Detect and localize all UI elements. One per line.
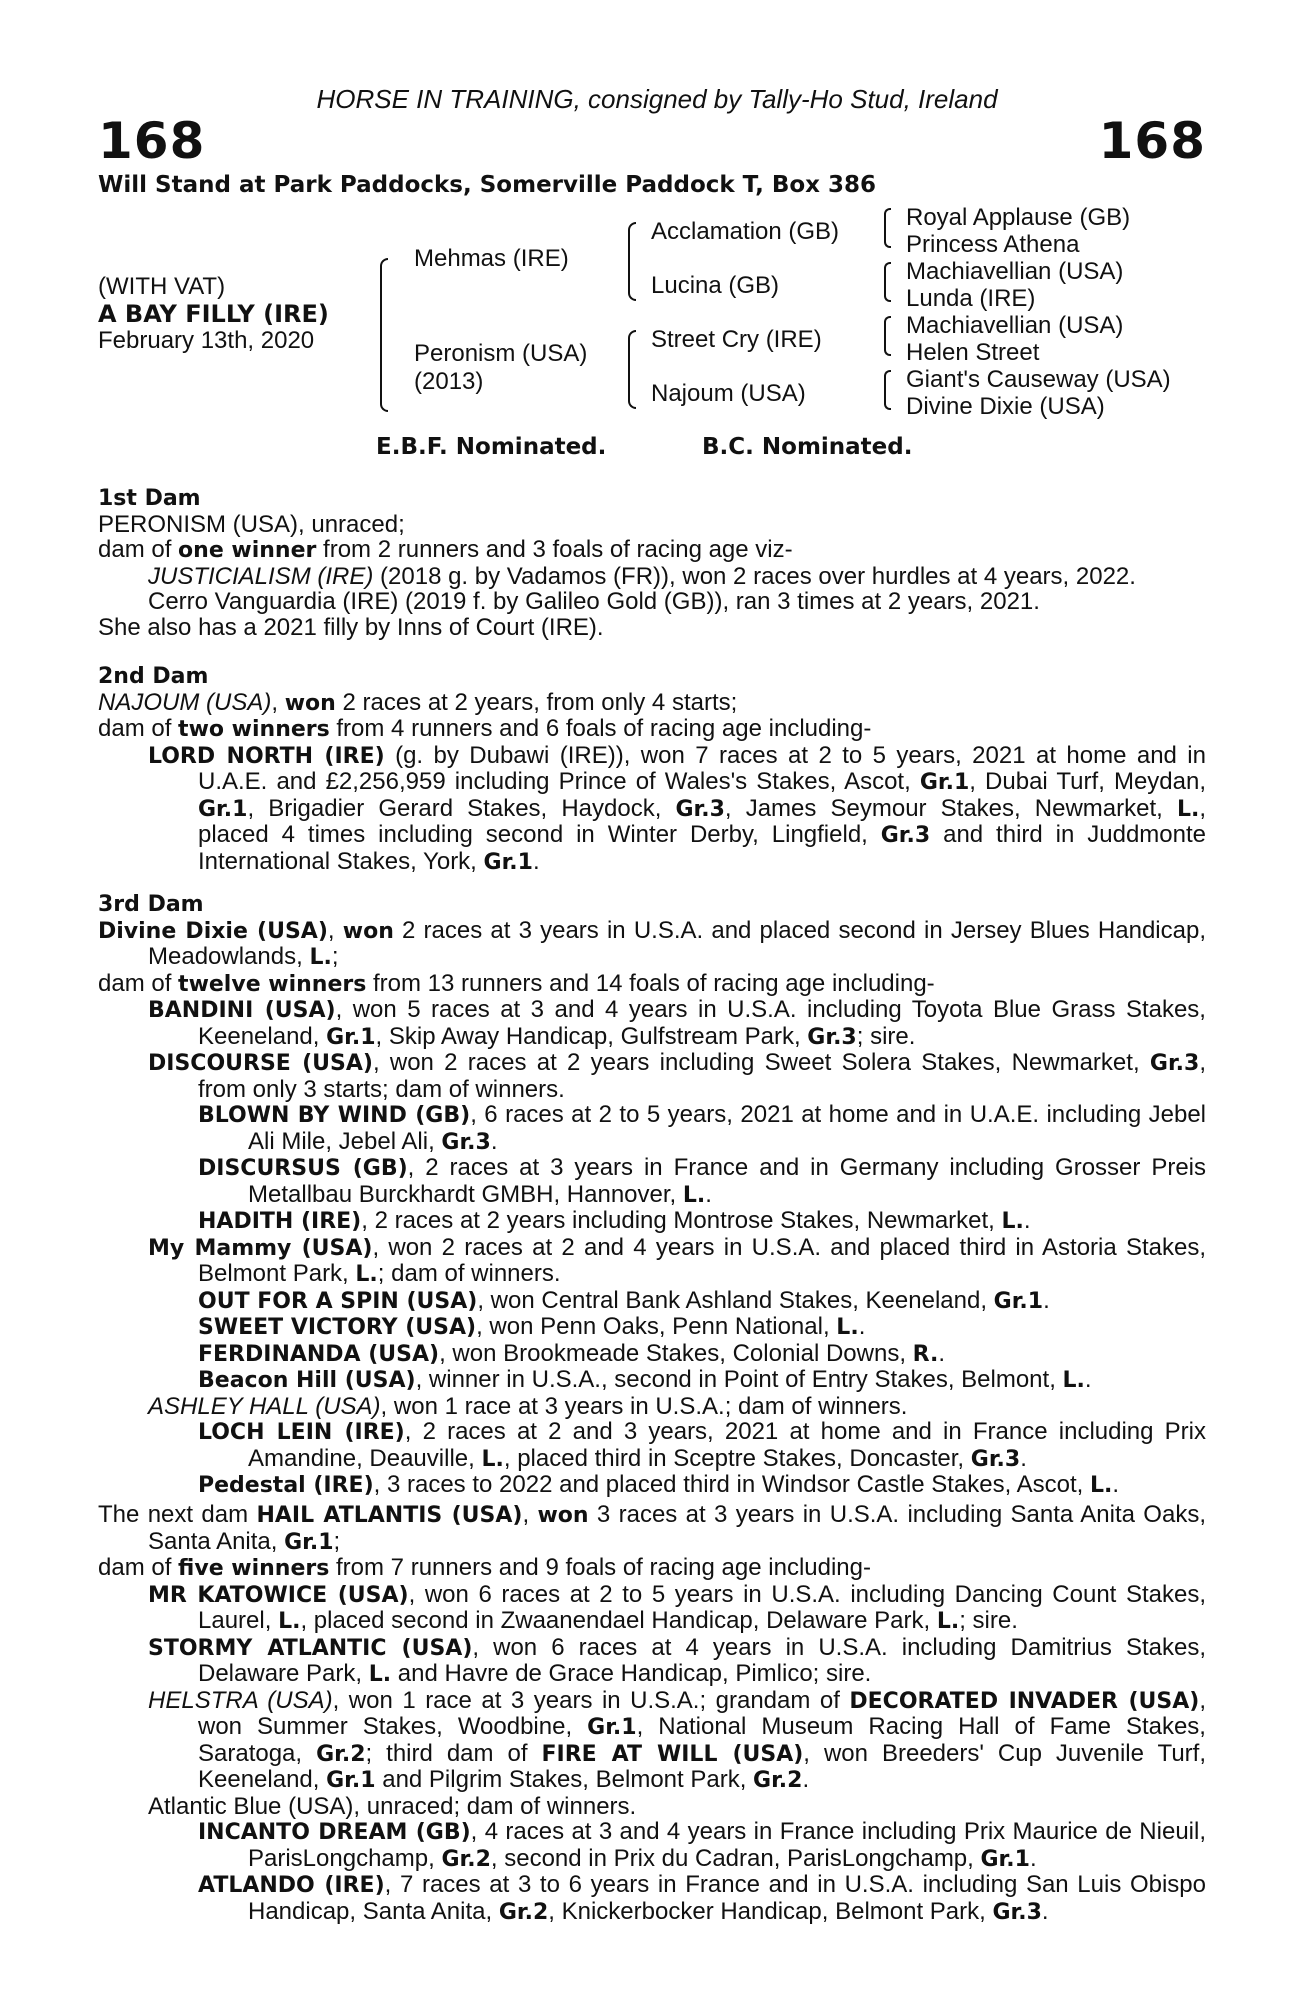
second-dam-section bbox=[98, 664, 1206, 875]
produce-entry: SWEET VICTORY (USA), won Penn Oaks, Penn National, L.. bbox=[198, 1313, 866, 1340]
next-dam-section bbox=[98, 1502, 1206, 1925]
ss-sire: Royal Applause (GB) bbox=[906, 204, 1131, 231]
ss-dam: Princess Athena bbox=[906, 231, 1080, 258]
produce-entry: HADITH (IRE), 2 races at 2 years including Montrose Stakes, Newmarket, L.. bbox=[198, 1207, 1031, 1234]
third-dam-section bbox=[98, 892, 1206, 1499]
next-dam-produce-summary: dam of five winners from 7 runners and 9 foals of racing age including- bbox=[98, 1554, 871, 1581]
dam-year: (2013) bbox=[414, 368, 484, 395]
lot-number-right: 168 bbox=[1098, 112, 1206, 170]
bc-nomination: B.C. Nominated. bbox=[702, 434, 913, 460]
produce-entry: DISCOURSE (USA), won 2 races at 2 years including Sweet Solera Stakes, Newmarket, Gr.3, from only 3 starts; dam of winners. bbox=[148, 1049, 1206, 1103]
first-dam-note: She also has a 2021 filly by Inns of Court (IRE). bbox=[98, 613, 604, 641]
next-dam-line: The next dam HAIL ATLANTIS (USA), won 3 races at 3 years in U.S.A. including Santa Anita Oaks, Santa Anita, Gr.1; bbox=[98, 1501, 1206, 1555]
second-dam-line: NAJOUM (USA), won 2 races at 2 years, from only 4 starts; bbox=[98, 688, 738, 716]
sire-sire: Acclamation (GB) bbox=[651, 218, 840, 245]
brace-dd bbox=[884, 370, 891, 410]
produce-entry: MR KATOWICE (USA), won 6 races at 2 to 5 years in U.S.A. including Dancing Count Stakes, Laurel, L., placed second in Zwaanendael Handicap, Delaware Park, L.; sire. bbox=[148, 1580, 1206, 1634]
dam-dam: Najoum (USA) bbox=[651, 380, 806, 407]
produce-entry: BLOWN BY WIND (GB), 6 races at 2 to 5 years, 2021 at home and in U.A.E. including Jebel Ali Mile, Jebel Ali, Gr.3. bbox=[198, 1101, 1206, 1155]
first-dam-line: PERONISM (USA), unraced; bbox=[98, 510, 405, 538]
produce-entry: OUT FOR A SPIN (USA), won Central Bank Ashland Stakes, Keeneland, Gr.1. bbox=[198, 1286, 1050, 1314]
dam: Peronism (USA) bbox=[414, 340, 588, 367]
third-dam-line: Divine Dixie (USA), won 2 races at 3 years in U.S.A. and placed second in Jersey Blues Handicap, Meadowlands, L.; bbox=[98, 916, 1206, 970]
ds-sire: Machiavellian (USA) bbox=[906, 312, 1124, 339]
ebf-nomination: E.B.F. Nominated. bbox=[376, 434, 607, 460]
produce-entry: BANDINI (USA), won 5 races at 3 and 4 years in U.S.A. including Toyota Blue Grass Stakes, Keeneland, Gr.1, Skip Away Handicap, Gulfstream Park, Gr.3; sire. bbox=[148, 996, 1206, 1050]
produce-entry: My Mammy (USA), won 2 races at 2 and 4 years in U.S.A. and placed third in Astoria Stakes, Belmont Park, L.; dam of winners. bbox=[148, 1233, 1206, 1287]
ds-dam: Helen Street bbox=[906, 339, 1040, 366]
brace-sd bbox=[884, 262, 891, 302]
produce-entry: LOCH LEIN (IRE), 2 races at 2 and 3 years, 2021 at home and in France including Prix Amandine, Deauville, L., placed third in Sceptre Stakes, Doncaster, Gr.3. bbox=[198, 1418, 1206, 1472]
lot-number-left: 168 bbox=[98, 112, 206, 170]
brace-sire bbox=[628, 222, 636, 301]
produce-entry: Pedestal (IRE), 3 races to 2022 and placed third in Windsor Castle Stakes, Ascot, L.. bbox=[198, 1471, 1120, 1498]
third-dam-heading: 3rd Dam bbox=[98, 892, 204, 917]
produce-entry: ASHLEY HALL (USA), won 1 race at 3 years in U.S.A.; dam of winners. bbox=[148, 1392, 908, 1420]
sire: Mehmas (IRE) bbox=[414, 245, 569, 272]
dd-sire: Giant's Causeway (USA) bbox=[906, 366, 1171, 393]
produce-entry: ATLANDO (IRE), 7 races at 3 to 6 years in France and in U.S.A. including San Luis Obispo Handicap, Santa Anita, Gr.2, Knickerbocker Handicap, Belmont Park, Gr.3. bbox=[198, 1871, 1207, 1925]
first-dam-heading: 1st Dam bbox=[98, 486, 201, 511]
produce-entry: FERDINANDA (USA), won Brookmeade Stakes, Colonial Downs, R.. bbox=[198, 1339, 946, 1367]
dd-dam: Divine Dixie (USA) bbox=[906, 393, 1105, 420]
first-dam-produce-summary: dam of one winner from 2 runners and 3 foals of racing age viz- bbox=[98, 536, 793, 563]
consignor-line: HORSE IN TRAINING, consigned by Tally-Ho Stud, Ireland bbox=[316, 84, 998, 114]
brace-ss bbox=[884, 208, 891, 248]
produce-entry: INCANTO DREAM (GB), 4 races at 3 and 4 years in France including Prix Maurice de Nieuil, ParisLongchamp, Gr.2, second in Prix du Cadran, ParisLongchamp, Gr.1. bbox=[198, 1818, 1206, 1872]
stand-location: Will Stand at Park Paddocks, Somerville Paddock T, Box 386 bbox=[98, 172, 877, 198]
produce-entry: Beacon Hill (USA), winner in U.S.A., second in Point of Entry Stakes, Belmont, L.. bbox=[198, 1366, 1092, 1393]
first-dam-section bbox=[98, 486, 1206, 640]
sd-dam: Lunda (IRE) bbox=[906, 285, 1036, 312]
produce-entry: Atlantic Blue (USA), unraced; dam of winners. bbox=[148, 1792, 637, 1820]
produce-entry: HELSTRA (USA), won 1 race at 3 years in U.S.A.; grandam of DECORATED INVADER (USA), won Summer Stakes, Woodbine, Gr.1, National Museum Racing Hall of Fame Stakes, Saratoga, Gr.2; third dam of FIRE AT WILL (USA), won Breeders' Cup Juvenile Turf, Keeneland, Gr.1 and Pilgrim Stakes, Belmont Park, Gr.2. bbox=[148, 1686, 1206, 1793]
brace-ds bbox=[884, 316, 891, 356]
dam-sire: Street Cry (IRE) bbox=[651, 326, 822, 353]
second-dam-produce-summary: dam of two winners from 4 runners and 6 foals of racing age including- bbox=[98, 715, 872, 742]
brace-gen1 bbox=[380, 258, 388, 412]
brace-dam bbox=[628, 330, 636, 409]
foaling-date: February 13th, 2020 bbox=[98, 327, 315, 354]
produce-entry: LORD NORTH (IRE) (g. by Dubawi (IRE)), won 7 races at 2 to 5 years, 2021 at home and in U.A.E. and £2,256,959 including Prince of Wales's Stakes, Ascot, Gr.1, Dubai Turf, Meydan, Gr.1, Brigadier Gerard Stakes, Haydock, Gr.3, James Seymour Stakes, Newmarket, L., placed 4 times including second in Winter Derby, Lingfield, Gr.3 and third in Juddmonte International Stakes, York, Gr.1. bbox=[148, 741, 1206, 875]
produce-entry: STORMY ATLANTIC (USA), won 6 races at 4 years in U.S.A. including Damitrius Stakes, Delaware Park, L. and Havre de Grace Handicap, Pimlico; sire. bbox=[148, 1633, 1206, 1687]
produce-entry: DISCURSUS (GB), 2 races at 3 years in France and in Germany including Grosser Preis Metallbau Burckhardt GMBH, Hannover, L.. bbox=[198, 1154, 1206, 1208]
horse-name: A BAY FILLY (IRE) bbox=[98, 300, 329, 328]
sire-dam: Lucina (GB) bbox=[651, 272, 780, 299]
sd-sire: Machiavellian (USA) bbox=[906, 258, 1124, 285]
third-dam-produce-summary: dam of twelve winners from 13 runners and 14 foals of racing age including- bbox=[98, 969, 935, 997]
produce-entry: JUSTICIALISM (IRE) (2018 g. by Vadamos (FR)), won 2 races over hurdles at 4 years, 2022. bbox=[148, 562, 1136, 590]
second-dam-heading: 2nd Dam bbox=[98, 664, 209, 689]
produce-entry: Cerro Vanguardia (IRE) (2019 f. by Galileo Gold (GB)), ran 3 times at 2 years, 2021. bbox=[148, 588, 1040, 615]
vat-note: (WITH VAT) bbox=[98, 273, 226, 300]
